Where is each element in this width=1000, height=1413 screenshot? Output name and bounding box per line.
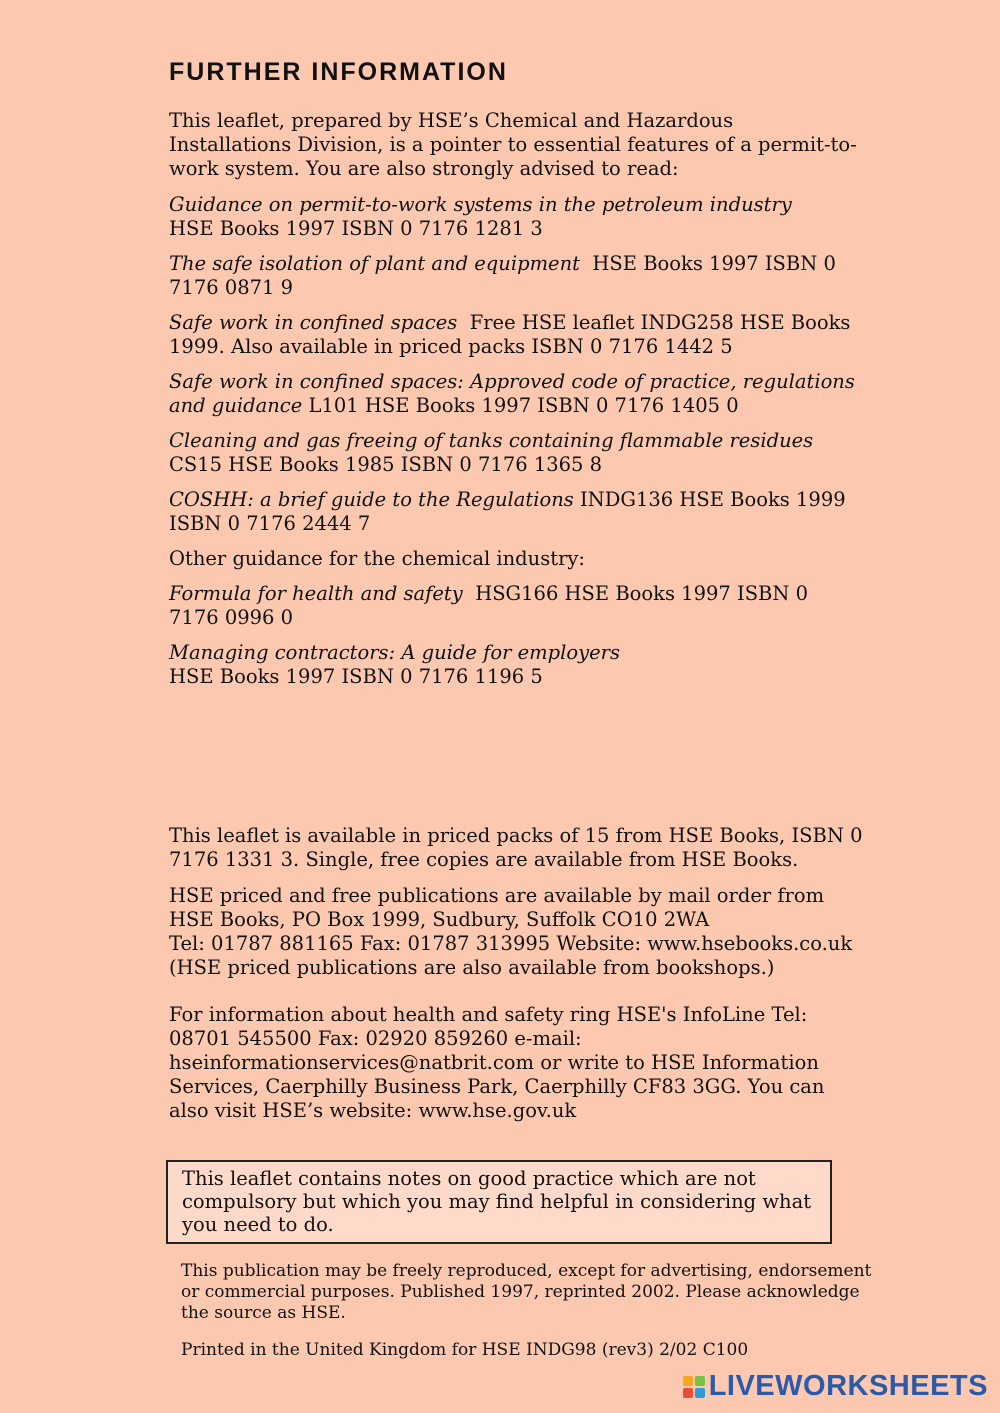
other-reference-list	[169, 582, 859, 689]
reference-title: Safe work in confined spaces	[169, 311, 458, 334]
reference-title: Managing contractors: A guide for employers	[169, 641, 620, 664]
reference-item	[169, 582, 859, 630]
availability-text: This leaflet is available in priced packs of 15 from HSE Books, ISBN 0 7176 1331 3. Single, free copies are available from HSE Books.	[169, 824, 863, 871]
mail-order-line: HSE priced and free publications are available by mail order from	[169, 884, 825, 907]
page-title: FURTHER INFORMATION	[169, 58, 508, 86]
reference-title: Formula for health and safety	[169, 582, 463, 605]
reference-details: Free HSE leaflet INDG258 HSE Books 1999. Also available in priced packs ISBN 0 7176 1442 5	[169, 311, 851, 358]
logo-square	[695, 1376, 705, 1386]
reference-details: HSE Books 1997 ISBN 0 7176 1196 5	[169, 665, 543, 688]
reference-item	[169, 488, 859, 536]
intro-paragraph: This leaflet, prepared by HSE’s Chemical and Hazardous Installations Division, is a pointer to essential features of a permit-to-work system. You are also strongly advised to read:	[169, 109, 857, 180]
logo-mark-icon	[683, 1376, 705, 1398]
mail-order-contact: Tel: 01787 881165 Fax: 01787 313995 Website: www.hsebooks.co.uk	[169, 932, 853, 955]
print-info: Printed in the United Kingdom for HSE INDG98 (rev3) 2/02 C100	[181, 1340, 749, 1360]
mail-order-address: HSE Books, PO Box 1999, Sudbury, Suffolk CO10 2WA	[169, 908, 710, 931]
notice-box	[166, 1160, 832, 1244]
mail-order-note: (HSE priced publications are also available from bookshops.)	[169, 956, 775, 979]
reference-item	[169, 193, 859, 241]
reference-item	[169, 252, 859, 300]
reproduction-notice: This publication may be freely reproduced, except for advertising, endorsement or commercial purposes. Published 1997, reprinted 2002. Please acknowledge the source as HSE.	[181, 1261, 872, 1323]
liveworksheets-logo	[683, 1370, 988, 1403]
infoline-text: For information about health and safety ring HSE's InfoLine Tel: 08701 545500 Fax: 02920 859260 e-mail: hseinformationservices@natbrit.com or write to HSE Information Services, Caerphilly Business Park, Caerphilly CF83 3GG. You can also visit HSE’s website: www.hse.gov.uk	[169, 1003, 825, 1122]
reference-title: Guidance on permit-to-work systems in the petroleum industry	[169, 193, 792, 216]
reference-item	[169, 429, 859, 477]
reference-item	[169, 641, 859, 689]
reference-title: The safe isolation of plant and equipment	[169, 252, 580, 275]
reference-list	[169, 193, 859, 536]
mail-order-text	[169, 884, 869, 980]
reference-details: HSE Books 1997 ISBN 0 7176 1281 3	[169, 217, 543, 240]
other-guidance-heading: Other guidance for the chemical industry:	[169, 547, 585, 570]
reference-title: Cleaning and gas freeing of tanks containing flammable residues	[169, 429, 814, 452]
reference-title: COSHH: a brief guide to the Regulations	[169, 488, 574, 511]
reference-details: HSE Books 1997 ISBN 0 7176 0871 9	[169, 252, 836, 299]
reference-details: CS15 HSE Books 1985 ISBN 0 7176 1365 8	[169, 453, 603, 476]
reference-details: HSG166 HSE Books 1997 ISBN 0 7176 0996 0	[169, 582, 809, 629]
notice-text: This leaflet contains notes on good practice which are not compulsory but which you may find helpful in considering what you need to do.	[182, 1167, 812, 1236]
footer-notes	[181, 1261, 881, 1361]
further-information-section	[169, 58, 859, 700]
logo-square	[695, 1388, 705, 1398]
reference-item	[169, 370, 859, 418]
logo-square	[683, 1376, 693, 1386]
reference-details: INDG136 HSE Books 1999 ISBN 0 7176 2444 7	[169, 488, 846, 535]
reference-title: Safe work in confined spaces: Approved code of practice, regulations and guidance	[169, 370, 855, 417]
availability-section	[169, 824, 869, 1135]
logo-text: LIVEWORKSHEETS	[708, 1370, 988, 1402]
reference-item	[169, 311, 859, 359]
logo-square	[683, 1388, 693, 1398]
reference-details: L101 HSE Books 1997 ISBN 0 7176 1405 0	[308, 394, 739, 417]
